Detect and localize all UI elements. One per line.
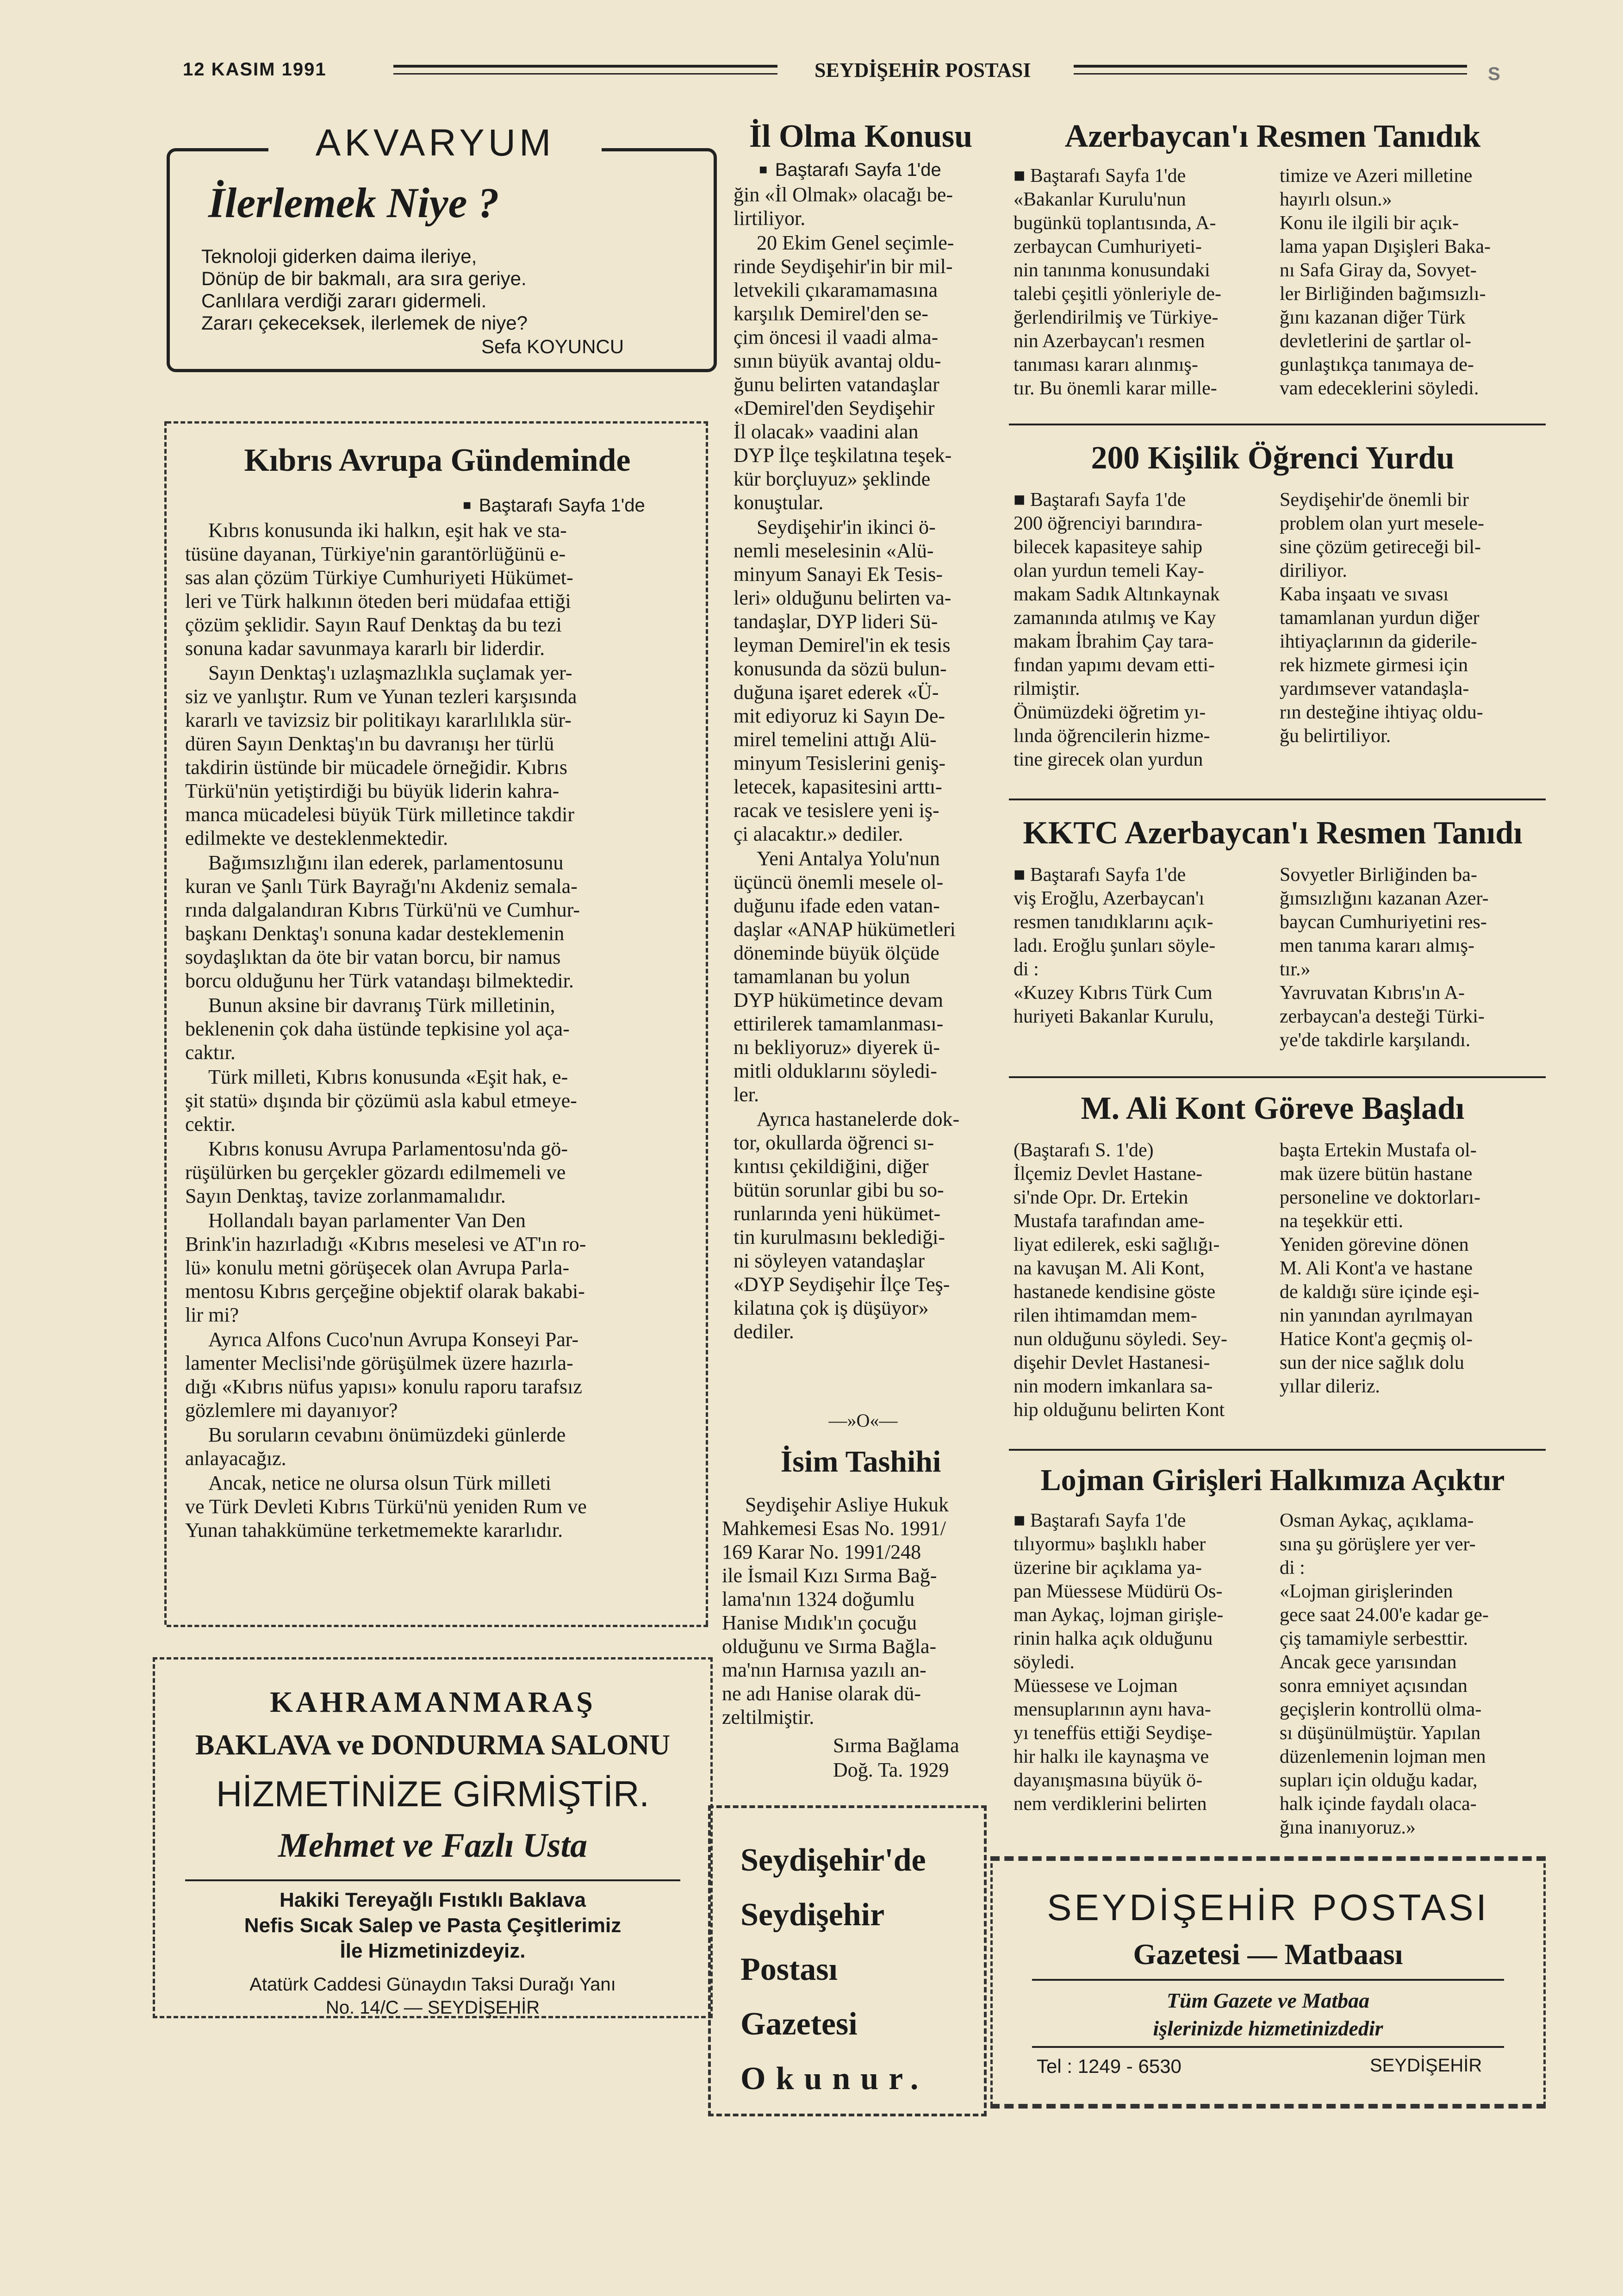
lojman-left-text: ■ Baştarafı Sayfa 1'de tılıyormu» başlıklı haber üzerine bir açıklama ya- pan Müessese Müdürü Os- man Aykaç, lojman girişle- rinin halka açık olduğunu söyledi. Müessese ve Lojman mensuplarının aynı hava- yı teneffüs ettiği Seydişe- hir halkı ile kaynaşma ve dayanışmasına büyük ö- nem verdiklerini belirten <box>1014 1510 1224 1815</box>
kahraman-ad-line9: No. 14/C — SEYDİŞEHİR <box>325 1997 540 2018</box>
kktc-headline: KKTC Azerbaycan'ı Resmen Tanıdı <box>1023 815 1523 851</box>
azerbaycan-left-text: ■ Baştarafı Sayfa 1'de «Bakanlar Kurulu'nun bugünkü toplantısında, A- zerbaycan Cumhuriyeti- nin tanınma konusundaki talebi çeşitli yönleriyle de- ğerlendirilmiş ve Türkiye- nin Azerbaycan'ı resmen tanıması kararı alınmış- tır. Bu önemli karar mille- <box>1014 165 1221 399</box>
il-olma-paragraph: 20 Ekim Genel seçimle- rinde Seydişehir'in bir mil- letvekili çıkaramamasına karşılık Demirel'den se- çim öncesi il vaadi alma- sının büyük avantaj oldu- ğunu belirten vatandaşlar «Demirel'den Seydişehir İl olacak» vaadini alan DYP İlçe teşkilatına teşek- kür borçluyuz» şeklinde konuştular. <box>734 231 954 514</box>
kibris-paragraph: Kıbrıs konusunda iki halkın, eşit hak ve sta- tüsüne dayanan, Türkiye'nin garantörlüğünü e- sas alan çözüm Türkiye Cumhuriyeti Hükümet- leri ve Türk halkının öteden beri müdafaa ettiği çözüm şeklidir. Sayın Rauf Denktaş da bu tezi sonuna kadar savunmaya kararlı bir liderdir. <box>185 519 573 660</box>
il-olma-headline: İl Olma Konusu <box>749 119 973 154</box>
kktc-right-text: Sovyetler Birliğinden ba- ğımsızlığını kazanan Azer- baycan Cumhuriyetini res- men tanıma kararı almış- tır.» Yavruvatan Kıbrıs'ın A- zerbaycan'a desteği Türki- ye'de takdirle karşılandı. <box>1280 864 1489 1051</box>
kibris-paragraph: Bunun aksine bir davranış Türk milletinin, beklenenin çok daha üstünde tepkisine yol aça- caktır. <box>185 994 570 1064</box>
okunur-line: Okunur. <box>740 2061 929 2096</box>
kahraman-ad-line3: HİZMETİNİZE GİRMİŞTİR. <box>216 1773 649 1814</box>
yurt-left-text: ■ Baştarafı Sayfa 1'de 200 öğrenciyi barındıra- bilecek kapasiteye sahip olan yurdun temeli Kay- makam Sadık Altınkaynak zamanında atılmış ve Kay makam İbrahim Çay tara- fından yapımı devam etti- rilmiştir. Önümüzdeki öğretim yı- lında öğrencilerin hizme- tine girecek olan yurdun <box>1014 489 1220 770</box>
continued-label: ■ Baştarafı Sayfa 1'de <box>759 160 941 180</box>
kibris-paragraph: Kıbrıs konusu Avrupa Parlamentosu'nda gö- rüşülürken bu gerçekler gözardı edilmemeli ve Sayın Denktaş, tavize zorlanmamalıdır. <box>185 1137 568 1207</box>
kibris-paragraph: Bağımsızlığını ilan ederek, parlamentosunu kuran ve Şanlı Türk Bayrağı'nı Akdeniz semala- rında dalgalandıran Kıbrıs Türkü'nü ve Cumhur- başkanı Denktaş'ı sonuna kadar desteklemenin soydaşlıktan da öte bir vatan borcu, bir namus borcu olduğunu her Türk vatandaşı bilmektedir. <box>185 851 580 992</box>
postasi-ad-border-left <box>990 1856 993 2106</box>
azerbaycan-headline: Azerbaycan'ı Resmen Tanıdık <box>1064 119 1481 154</box>
il-olma-paragraph: ğin «İl Olmak» olacağı be- lirtiliyor. <box>734 183 953 230</box>
page-date: 12 KASIM 1991 <box>183 59 327 80</box>
kibris-paragraph: Hollandalı bayan parlamenter Van Den Brink'in hazırladığı «Kıbrıs meselesi ve AT'ın ro- lü» konulu metni görüşecek olan Avrupa Parla- mentosu Kıbrıs gerçeğine objektif olarak bakabi- lir mi? <box>185 1209 586 1326</box>
kibris-paragraph: Ayrıca Alfons Cuco'nun Avrupa Konseyi Par- lamenter Meclisi'nde görüşülmek üzere hazırla- dığı «Kıbrıs nüfus yapısı» konulu raporu tarafsız gözlemlere mi dayanıyor? <box>185 1328 582 1422</box>
il-olma-paragraph: Yeni Antalya Yolu'nun üçüncü önemli mesele ol- duğunu ifade eden vatan- daşlar «ANAP hükümetleri döneminde büyük ölçüde tamamlanan bu yolun DYP hükümetince devam ettirilerek tamamlanması- nı bekliyoruz» diyerek ü- mitli olduklarını söyledi- ler. <box>734 847 956 1106</box>
postasi-ad-rule-2 <box>1032 2046 1504 2048</box>
header-corner-fragment: S <box>1488 64 1500 84</box>
postasi-ad-border-bottom <box>990 2104 1546 2109</box>
akvaryum-poem-title: İlerlemek Niye ? <box>208 179 499 226</box>
kibris-border-right <box>706 421 708 1625</box>
il-olma-body <box>734 183 993 1400</box>
kahraman-ad-border-left <box>153 1657 155 2018</box>
isim-paragraph: Seydişehir Asliye Hukuk Mahkemesi Esas No. 1991/ 169 Karar No. 1991/248 ile İsmail Kızı Sırma Bağ- lama'nın 1324 doğumlu Hanise Mıdık'ın çocuğu olduğunu ve Sırma Bağla- ma'nın Harnısa yazılı an- ne adı Hanise olarak dü- zeltilmiştir. <box>722 1493 949 1728</box>
okunur-ad-text <box>740 1833 928 2106</box>
page-header-title: SEYDİŞEHİR POSTASI <box>815 59 1031 81</box>
kibris-border-left <box>164 421 167 1625</box>
akvaryum-box-title: AKVARYUM <box>268 121 602 165</box>
kibris-border-bottom <box>167 1625 708 1627</box>
kibris-continued <box>463 495 645 516</box>
kahraman-ad-line8: Atatürk Caddesi Günaydın Taksi Durağı Yanı <box>249 1974 616 1995</box>
postasi-ad-rule <box>1032 1979 1504 1981</box>
header-rule-left-2 <box>393 73 777 75</box>
kahraman-ad-line1: KAHRAMANMARAŞ <box>270 1685 596 1718</box>
kktc-left-text: ■ Baştarafı Sayfa 1'de viş Eroğlu, Azerbaycan'ı resmen tanıdıklarını açık- ladı. Eroğlu şunları söyle- di : «Kuzey Kıbrıs Türk Cum huriyeti Bakanlar Kurulu, <box>1014 864 1216 1027</box>
postasi-ad-line1: SEYDİŞEHİR POSTASI <box>1047 1887 1489 1928</box>
kahraman-ad-rule <box>185 1879 680 1881</box>
header-rule-left <box>393 65 777 68</box>
continued-label: ■ Baştarafı Sayfa 1'de <box>463 495 645 516</box>
kahraman-ad-line2: BAKLAVA ve DONDURMA SALONU <box>195 1729 670 1761</box>
postasi-ad-line4: işlerinizde hizmetinizdedir <box>1153 2016 1383 2040</box>
kibris-paragraph: Ancak, netice ne olursa olsun Türk milleti ve Türk Devleti Kıbrıs Türkü'nü yeniden Rum ve Yunan tahakkümüne terketmemekte kararlıdır. <box>185 1472 587 1541</box>
poem-line: Canlılara verdiği zararı gidermeli. <box>201 290 487 312</box>
kahraman-ad-border-top <box>153 1657 713 1660</box>
okunur-line: Postası <box>740 1952 838 1987</box>
kahraman-ad-line4: Mehmet ve Fazlı Usta <box>278 1827 588 1865</box>
lojman-headline: Lojman Girişleri Halkımıza Açıktır <box>1040 1463 1505 1497</box>
kont-right <box>1280 1139 1546 1444</box>
kibris-border-top <box>167 421 708 424</box>
kont-right-text: başta Ertekin Mustafa ol- mak üzere bütün hastane personeline ve doktorları- na teşekkür etti. Yeniden görevine dönen M. Ali Kont'a ve hastane de kaldığı süre içinde eşi- nin yanından ayrılmayan Hatice Kont'a geçmiş ol- sun der nice sağlık dolu yıllar dileriz. <box>1280 1140 1480 1397</box>
azerbaycan-left <box>1014 164 1270 414</box>
yurt-right-text: Seydişehir'de önemli bir problem olan yurt mesele- sine çözüm getireceği bil- diriliyor. Kaba inşaatı ve sıvası tamamlanan yurdun diğer ihtiyaçlarının da giderile- rek hizmete girmesi için yardımsever vatandaşla- rın desteğine ihtiyaç oldu- ğu belirtiliyor. <box>1280 489 1485 747</box>
okunur-line: Gazetesi <box>740 2006 858 2042</box>
kahraman-ad-line6: Nefis Sıcak Salep ve Pasta Çeşitlerimiz <box>244 1914 622 1937</box>
kont-rule <box>1009 1449 1546 1451</box>
kont-headline: M. Ali Kont Göreve Başladı <box>1081 1091 1465 1126</box>
il-olma-paragraph: Seydişehir'in ikinci ö- nemli meselesinin «Alü- minyum Sanayi Ek Tesis- leri» olduğunu belirten va- tandaşlar, DYP lideri Sü- leyman Demirel'in ek tesis konusunda da sözü bulun- duğuna işaret ederek «Ü- mit ediyoruz ki Sayın De- mirel temelini attığı Alü- minyum Tesislerini geniş- letecek, kapasitesini arttı- racak ve tesislere yeni iş- çi alacaktır.» dediler. <box>734 516 951 845</box>
lojman-right <box>1280 1509 1546 1842</box>
yurt-left <box>1014 488 1270 794</box>
kibris-body <box>185 518 671 1616</box>
isim-signature-2: Doğ. Ta. 1929 <box>833 1759 949 1781</box>
isim-headline: İsim Tashihi <box>780 1445 941 1479</box>
yurt-headline: 200 Kişilik Öğrenci Yurdu <box>1091 440 1455 476</box>
azerbaycan-rule <box>1009 424 1546 425</box>
azerbaycan-right <box>1280 164 1546 414</box>
postasi-ad-border-right <box>1543 1856 1546 2106</box>
postasi-ad-line2: Gazetesi — Matbaası <box>1133 1938 1403 1971</box>
okunur-line: Seydişehir'de <box>740 1842 926 1878</box>
kibris-paragraph: Sayın Denktaş'ı uzlaşmazlıkla suçlamak yer- siz ve yanlıştır. Rum ve Yunan tezleri karşısında kararlı ve tavizsiz bir politikayı kararlılıkla sür- düren Sayın Denktaş'ın bu davranışı her türlü takdirin üstünde bir mücadele örneğidir. Kıbrıs Türkü'nün yetiştirdiği bu büyük liderin kahra- manca mücadelesi büyük Türk milletince takdir edilmekte ve desteklenmektedir. <box>185 661 577 849</box>
isim-signature-1: Sırma Bağlama <box>833 1734 959 1757</box>
isim-body <box>722 1493 993 1734</box>
kktc-left <box>1014 863 1270 1072</box>
kont-left-text: (Baştarafı S. 1'de) İlçemiz Devlet Hastane- si'nde Opr. Dr. Ertekin Mustafa tarafından ame- liyat edilerek, eski sağlığı- na kavuşan M. Ali Kont, hastanede kendisine göste rilen ihtimamdan mem- nun olduğunu söyledi. Sey- dişehir Devlet Hastanesi- nin modern imkanlara sa- hip olduğunu belirten Kont <box>1014 1140 1227 1421</box>
header-rule-right <box>1074 65 1467 68</box>
kahraman-ad-line7: İle Hizmetinizdeyiz. <box>340 1940 526 1962</box>
lojman-left <box>1014 1509 1270 1842</box>
kibris-paragraph: Türk milleti, Kıbrıs konusunda «Eşit hak, e- şit statü» dışında bir çözümü asla kabul etmeye- cektir. <box>185 1066 577 1136</box>
poem-line: Dönüp de bir bakmalı, ara sıra geriye. <box>201 268 527 289</box>
kahraman-ad-line5: Hakiki Tereyağlı Fıstıklı Baklava <box>280 1889 586 1911</box>
il-olma-separator: —»O«— <box>828 1410 898 1431</box>
azerbaycan-right-text: timize ve Azeri milletine hayırlı olsun.» Konu ile ilgili bir açık- lama yapan Dışişleri Baka- nı Safa Giray da, Sovyet- ler Birliğinden bağımsızlı- ğını kazanan diğer Türk devletlerini de şartlar ol- gunlaştıkça tanımaya de- vam edeceklerini söyledi. <box>1280 165 1491 399</box>
postasi-ad-line3: Tüm Gazete ve Matbaa <box>1166 1989 1370 2012</box>
il-olma-continued <box>759 160 941 181</box>
yurt-right <box>1280 488 1546 794</box>
yurt-rule <box>1009 799 1546 800</box>
postasi-ad-tel: Tel : 1249 - 6530 <box>1037 2055 1181 2077</box>
kont-left <box>1014 1139 1270 1444</box>
kktc-rule <box>1009 1076 1546 1078</box>
akvaryum-author: Sefa KOYUNCU <box>481 336 624 357</box>
akvaryum-poem <box>201 245 528 334</box>
poem-line: Zararı çekeceksek, ilerlemek de niye? <box>201 312 528 334</box>
lojman-right-text: Osman Aykaç, açıklama- sına şu görüşlere yer ver- di : «Lojman girişlerinden gece saat 24.00'e kadar ge- çiş tamamiyle serbesttir. Ancak gece yarısından sonra emniyet açısından geçişlerin kontrollü olma- sı düşünülmüştür. Yapılan düzenlemenin lojman men supları için olduğu kadar, halk içinde faydalı olaca- ğına inanıyoruz.» <box>1280 1510 1489 1838</box>
poem-line: Teknoloji giderken daima ileriye, <box>201 245 477 267</box>
okunur-line: Seydişehir <box>740 1897 885 1933</box>
header-rule-right-2 <box>1074 73 1467 75</box>
postasi-ad-border-top <box>990 1856 1546 1861</box>
il-olma-paragraph: Ayrıca hastanelerde dok- tor, okullarda öğrenci sı- kıntısı çekildiğini, diğer bütün sorunlar gibi bu so- runlarında yeni hükümet- tin kurulmasını beklediği- ni söyleyen vatandaşlar «DYP Seydişehir İlçe Teş- kilatına çok iş düşüyor» dediler. <box>734 1108 960 1343</box>
postasi-ad-city: SEYDİŞEHİR <box>1370 2055 1482 2076</box>
kktc-right <box>1280 863 1546 1072</box>
kibris-headline: Kıbrıs Avrupa Gündeminde <box>244 443 631 478</box>
kibris-paragraph: Bu soruların cevabını önümüzdeki günlerde anlayacağız. <box>185 1423 566 1470</box>
